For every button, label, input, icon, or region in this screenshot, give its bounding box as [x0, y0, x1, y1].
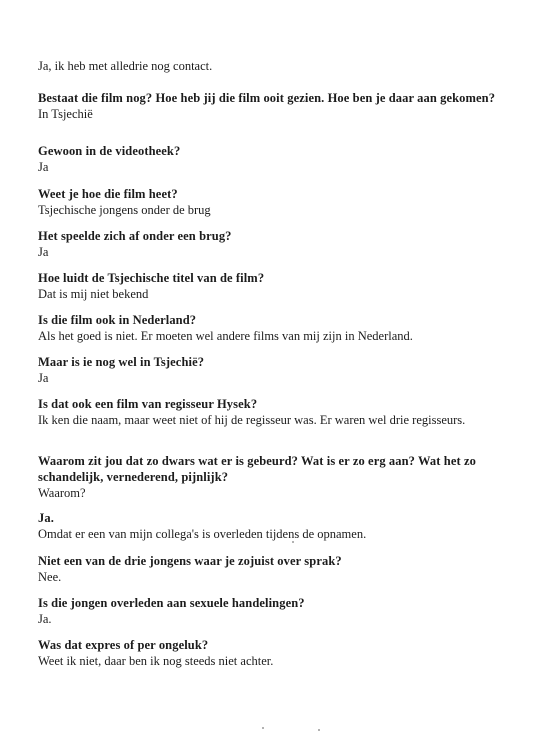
scan-speck	[262, 727, 264, 729]
question-text: Waarom zit jou dat zo dwars wat er is gebeurd? Wat is er zo erg aan? Wat het zo schandelijk, vernederend, pijnlijk?	[38, 454, 476, 484]
question-text: Weet je hoe die film heet?	[38, 187, 178, 201]
question-text: Bestaat die film nog? Hoe heb jij die film ooit gezien. Hoe ben je daar aan gekomen?	[38, 91, 496, 105]
answer-text: In Tsjechië	[38, 107, 93, 121]
answer-text: Tsjechische jongens onder de brug	[38, 203, 211, 217]
qa-block	[38, 312, 500, 344]
answer-text: Omdat er een van mijn collega's is overleden tijdens de opnamen.	[38, 527, 367, 541]
qa-block	[38, 270, 500, 302]
qa-block	[38, 396, 500, 428]
qa-block	[38, 228, 500, 260]
answer-text: Ja.	[38, 612, 52, 626]
answer-text: Nee.	[38, 570, 62, 584]
question-text: Is die film ook in Nederland?	[38, 313, 197, 327]
answer-text: Waarom?	[38, 486, 86, 500]
answer-text: Weet ik niet, daar ben ik nog steeds niet achter.	[38, 654, 274, 668]
qa-block	[38, 637, 500, 669]
qa-block	[38, 453, 500, 501]
qa-block	[38, 595, 500, 627]
answer-text: Als het goed is niet. Er moeten wel andere films van mij zijn in Nederland.	[38, 329, 413, 343]
question-text: Gewoon in de videotheek?	[38, 144, 181, 158]
question-text: Is dat ook een film van regisseur Hysek?	[38, 397, 258, 411]
scan-speck	[318, 729, 320, 731]
qa-block	[38, 510, 500, 542]
answer-text: Ja	[38, 245, 49, 259]
answer-text: Ja	[38, 160, 49, 174]
qa-block	[38, 90, 500, 122]
question-text: Maar is ie nog wel in Tsjechië?	[38, 355, 205, 369]
qa-block	[38, 354, 500, 386]
question-text: Is die jongen overleden aan sexuele handelingen?	[38, 596, 305, 610]
scan-speck	[292, 541, 294, 543]
answer-text: Ik ken die naam, maar weet niet of hij de regisseur was. Er waren wel drie regisseurs.	[38, 413, 466, 427]
qa-block	[38, 143, 500, 175]
question-text: Was dat expres of per ongeluk?	[38, 638, 209, 652]
intro-text: Ja, ik heb met alledrie nog contact.	[38, 59, 213, 73]
question-text: Het speelde zich af onder een brug?	[38, 229, 232, 243]
question-text: Ja.	[38, 511, 54, 525]
question-text: Hoe luidt de Tsjechische titel van de film?	[38, 271, 265, 285]
answer-text: Ja	[38, 371, 49, 385]
qa-block	[38, 553, 500, 585]
answer-text: Dat is mij niet bekend	[38, 287, 149, 301]
question-text: Niet een van de drie jongens waar je zojuist over sprak?	[38, 554, 342, 568]
qa-block	[38, 186, 500, 218]
